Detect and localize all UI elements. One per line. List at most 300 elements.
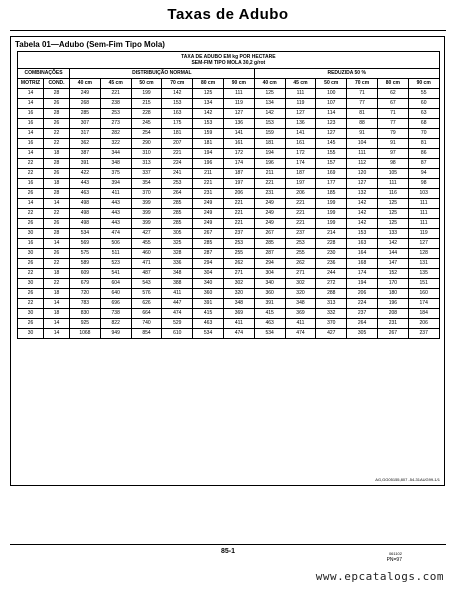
- table-cell: 474: [100, 229, 131, 239]
- table-cell: 142: [162, 89, 193, 99]
- table-cell: 161: [223, 139, 254, 149]
- table-cell: 14: [44, 299, 70, 309]
- table-cell: 119: [285, 99, 316, 109]
- table-cell: 60: [408, 99, 439, 109]
- table-cell: 28: [44, 109, 70, 119]
- table-cell: 391: [254, 299, 285, 309]
- table-cell: 305: [347, 329, 378, 339]
- table-cell: 199: [131, 89, 162, 99]
- table-cell: 254: [131, 129, 162, 139]
- table-cell: 142: [347, 209, 378, 219]
- table-cell: 541: [100, 269, 131, 279]
- table-cell: 127: [223, 109, 254, 119]
- table-cell: 287: [254, 249, 285, 259]
- table-cell: 81: [408, 139, 439, 149]
- table-cell: 163: [162, 109, 193, 119]
- table-cell: 575: [70, 249, 101, 259]
- table-cell: 391: [70, 159, 101, 169]
- table-cell: 443: [100, 199, 131, 209]
- table-cell: 30: [18, 309, 44, 319]
- table-cell: 282: [100, 129, 131, 139]
- table-cell: 394: [100, 179, 131, 189]
- table-cell: 79: [377, 129, 408, 139]
- table-cell: 543: [131, 279, 162, 289]
- table-cell: 271: [285, 269, 316, 279]
- table-cell: 237: [285, 229, 316, 239]
- table-row: [18, 189, 440, 199]
- table-cell: 302: [285, 279, 316, 289]
- table-cell: 399: [131, 209, 162, 219]
- table-cell: 100: [316, 89, 347, 99]
- table-row: [18, 329, 440, 339]
- table-cell: 523: [100, 259, 131, 269]
- table-cell: 474: [223, 329, 254, 339]
- table-cell: 249: [254, 219, 285, 229]
- footer-divider: [10, 544, 446, 545]
- table-cell: 111: [408, 219, 439, 229]
- table-cell: 273: [100, 119, 131, 129]
- table-row: [18, 109, 440, 119]
- table-cell: 285: [193, 239, 224, 249]
- table-cell: 197: [285, 179, 316, 189]
- table-cell: 332: [316, 309, 347, 319]
- table-cell: 534: [70, 229, 101, 239]
- table-cell: 22: [44, 259, 70, 269]
- table-cell: 180: [377, 289, 408, 299]
- table-cell: 253: [285, 239, 316, 249]
- table-cell: 125: [193, 89, 224, 99]
- table-row: [18, 219, 440, 229]
- group-reduzida: REDUZIDA 50 %: [254, 69, 439, 79]
- table-cell: 169: [316, 169, 347, 179]
- table-cell: 153: [193, 119, 224, 129]
- table-cell: 576: [131, 289, 162, 299]
- table-cell: 740: [131, 319, 162, 329]
- table-cell: 14: [44, 329, 70, 339]
- table-row: [18, 279, 440, 289]
- table-cell: 134: [193, 99, 224, 109]
- table-cell: 237: [347, 309, 378, 319]
- table-cell: 206: [347, 289, 378, 299]
- table-cell: 28: [44, 189, 70, 199]
- table-cell: 288: [316, 289, 347, 299]
- table-cell: 152: [377, 269, 408, 279]
- col-spacing: 90 cm: [223, 79, 254, 89]
- table-cell: 231: [254, 189, 285, 199]
- table-cell: 443: [100, 219, 131, 229]
- col-spacing: 45 cm: [285, 79, 316, 89]
- table-cell: 187: [285, 169, 316, 179]
- table-cell: 127: [316, 129, 347, 139]
- table-cell: 26: [18, 219, 44, 229]
- table-header-columns: [18, 79, 440, 89]
- table-cell: 114: [316, 109, 347, 119]
- table-cell: 161: [285, 139, 316, 149]
- table-cell: 221: [285, 199, 316, 209]
- table-row: [18, 119, 440, 129]
- table-cell: 221: [285, 219, 316, 229]
- table-cell: 249: [70, 89, 101, 99]
- table-cell: 163: [347, 239, 378, 249]
- col-spacing: 50 cm: [316, 79, 347, 89]
- table-cell: 14: [18, 149, 44, 159]
- table-cell: 498: [70, 209, 101, 219]
- table-row: [18, 149, 440, 159]
- table-cell: 626: [131, 299, 162, 309]
- table-cell: 63: [408, 109, 439, 119]
- table-cell: 194: [193, 149, 224, 159]
- table-cell: 141: [223, 129, 254, 139]
- table-cell: 127: [408, 239, 439, 249]
- table-cell: 231: [193, 189, 224, 199]
- table-cell: 455: [131, 239, 162, 249]
- table-cell: 105: [377, 169, 408, 179]
- table-cell: 313: [316, 299, 347, 309]
- table-cell: 187: [223, 169, 254, 179]
- table-cell: 224: [162, 159, 193, 169]
- table-cell: 181: [254, 139, 285, 149]
- table-cell: 369: [285, 309, 316, 319]
- table-cell: 317: [70, 129, 101, 139]
- table-cell: 267: [193, 229, 224, 239]
- table-cell: 144: [377, 249, 408, 259]
- table-cell: 221: [100, 89, 131, 99]
- table-cell: 142: [347, 199, 378, 209]
- table-cell: 391: [193, 299, 224, 309]
- table-cell: 67: [377, 99, 408, 109]
- table-cell: 30: [18, 229, 44, 239]
- table-header-groups: [18, 69, 440, 79]
- table-cell: 18: [44, 309, 70, 319]
- table-cell: 463: [70, 189, 101, 199]
- table-cell: 62: [377, 89, 408, 99]
- table-cell: 184: [408, 309, 439, 319]
- table-cell: 18: [44, 179, 70, 189]
- table-cell: 304: [193, 269, 224, 279]
- table-cell: 264: [347, 319, 378, 329]
- table-cell: 104: [347, 139, 378, 149]
- table-row: [18, 309, 440, 319]
- table-cell: 26: [44, 119, 70, 129]
- table-cell: 249: [254, 199, 285, 209]
- table-cell: 160: [408, 289, 439, 299]
- table-cell: 221: [162, 149, 193, 159]
- table-row: [18, 249, 440, 259]
- col-spacing: 80 cm: [377, 79, 408, 89]
- table-frame: [10, 36, 445, 486]
- table-cell: 196: [193, 159, 224, 169]
- table-cell: 221: [193, 179, 224, 189]
- table-cell: 26: [44, 249, 70, 259]
- page-title: Taxas de Adubo: [167, 6, 289, 23]
- table-cell: 244: [316, 269, 347, 279]
- table-cell: 337: [131, 169, 162, 179]
- table-cell: 77: [347, 99, 378, 109]
- table-cell: 411: [162, 289, 193, 299]
- table-cell: 142: [193, 109, 224, 119]
- table-cell: 221: [223, 199, 254, 209]
- table-cell: 194: [347, 279, 378, 289]
- table-cell: 30: [18, 279, 44, 289]
- table-row: [18, 239, 440, 249]
- table-cell: 125: [377, 199, 408, 209]
- table-cell: 411: [223, 319, 254, 329]
- table-row: [18, 229, 440, 239]
- table-cell: 168: [347, 259, 378, 269]
- table-cell: 86: [408, 149, 439, 159]
- table-cell: 255: [223, 249, 254, 259]
- table-cell: 14: [44, 239, 70, 249]
- table-cell: 132: [347, 189, 378, 199]
- col-spacing: 50 cm: [131, 79, 162, 89]
- table-row: [18, 269, 440, 279]
- table-cell: 370: [316, 319, 347, 329]
- table-cell: 471: [131, 259, 162, 269]
- table-cell: 224: [347, 299, 378, 309]
- table-cell: 14: [44, 319, 70, 329]
- table-cell: 141: [285, 129, 316, 139]
- table-cell: 22: [18, 159, 44, 169]
- table-cell: 199: [316, 199, 347, 209]
- table-cell: 18: [44, 269, 70, 279]
- table-cell: 238: [100, 99, 131, 109]
- table-cell: 290: [131, 139, 162, 149]
- group-combinacoes: COMBINAÇÕES: [18, 69, 70, 79]
- table-cell: 249: [193, 209, 224, 219]
- table-cell: 1068: [70, 329, 101, 339]
- table-cell: 294: [254, 259, 285, 269]
- table-cell: 783: [70, 299, 101, 309]
- table-cell: 589: [70, 259, 101, 269]
- table-cell: 153: [347, 229, 378, 239]
- table-cell: 14: [18, 89, 44, 99]
- page-number: 85-1: [220, 548, 235, 555]
- table-cell: 111: [408, 199, 439, 209]
- table-cell: 285: [162, 219, 193, 229]
- table-cell: 720: [70, 289, 101, 299]
- table-cell: 136: [285, 119, 316, 129]
- table-cell: 28: [44, 229, 70, 239]
- group-distribuicao-normal: DISTRIBUIÇÃO NORMAL: [70, 69, 255, 79]
- table-cell: 70: [408, 129, 439, 139]
- table-cell: 249: [193, 219, 224, 229]
- table-cell: 206: [285, 189, 316, 199]
- table-cell: 26: [44, 219, 70, 229]
- table-cell: 30: [18, 249, 44, 259]
- table-cell: 142: [347, 219, 378, 229]
- table-cell: 215: [131, 99, 162, 109]
- table-cell: 287: [193, 249, 224, 259]
- table-cell: 174: [223, 159, 254, 169]
- table-cell: 231: [377, 319, 408, 329]
- col-spacing: 45 cm: [100, 79, 131, 89]
- table-cell: 399: [131, 199, 162, 209]
- table-cell: 272: [316, 279, 347, 289]
- table-cell: 399: [131, 219, 162, 229]
- table-cell: 511: [100, 249, 131, 259]
- table-cell: 267: [254, 229, 285, 239]
- table-cell: 98: [377, 159, 408, 169]
- table-cell: 88: [347, 119, 378, 129]
- table-cell: 370: [131, 189, 162, 199]
- table-cell: 463: [193, 319, 224, 329]
- footer-pn: PN=97: [386, 557, 402, 563]
- table-cell: 304: [254, 269, 285, 279]
- table-cell: 249: [254, 209, 285, 219]
- table-cell: 107: [316, 99, 347, 109]
- table-cell: 194: [254, 149, 285, 159]
- table-cell: 253: [162, 179, 193, 189]
- table-cell: 112: [347, 159, 378, 169]
- table-row: [18, 209, 440, 219]
- fertilizer-rate-table: [17, 51, 440, 339]
- table-cell: 325: [162, 239, 193, 249]
- table-cell: 241: [162, 169, 193, 179]
- table-cell: 228: [316, 239, 347, 249]
- table-cell: 30: [18, 329, 44, 339]
- table-cell: 360: [254, 289, 285, 299]
- table-row: [18, 129, 440, 139]
- table-title: Tabela 01—Adubo (Sem-Fim Tipo Mola): [15, 40, 165, 49]
- table-cell: 285: [254, 239, 285, 249]
- table-cell: 119: [408, 229, 439, 239]
- table-cell: 348: [285, 299, 316, 309]
- table-cell: 172: [223, 149, 254, 159]
- table-cell: 116: [377, 189, 408, 199]
- table-cell: 387: [70, 149, 101, 159]
- table-cell: 147: [377, 259, 408, 269]
- table-cell: 262: [223, 259, 254, 269]
- table-cell: 16: [18, 179, 44, 189]
- table-cell: 170: [377, 279, 408, 289]
- col-motriz: MOTRIZ: [18, 79, 44, 89]
- table-cell: 199: [316, 209, 347, 219]
- table-cell: 196: [254, 159, 285, 169]
- table-cell: 159: [254, 129, 285, 139]
- table-row: [18, 289, 440, 299]
- table-cell: 221: [223, 209, 254, 219]
- table-cell: 181: [193, 139, 224, 149]
- table-cell: 164: [347, 249, 378, 259]
- table-cell: 26: [44, 169, 70, 179]
- col-spacing: 70 cm: [347, 79, 378, 89]
- table-cell: 443: [70, 179, 101, 189]
- table-row: [18, 169, 440, 179]
- table-cell: 196: [377, 299, 408, 309]
- table-cell: 153: [254, 119, 285, 129]
- table-cell: 22: [44, 129, 70, 139]
- table-body: [18, 89, 440, 339]
- table-cell: 230: [316, 249, 347, 259]
- table-cell: 474: [162, 309, 193, 319]
- table-cell: 313: [131, 159, 162, 169]
- table-cell: 94: [408, 169, 439, 179]
- table-cell: 91: [347, 129, 378, 139]
- table-cell: 411: [100, 189, 131, 199]
- table-cell: 68: [408, 119, 439, 129]
- table-cell: 119: [223, 99, 254, 109]
- table-cell: 18: [44, 289, 70, 299]
- table-cell: 172: [285, 149, 316, 159]
- table-cell: 177: [316, 179, 347, 189]
- table-cell: 120: [347, 169, 378, 179]
- table-cell: 830: [70, 309, 101, 319]
- table-cell: 427: [316, 329, 347, 339]
- table-cell: 498: [70, 219, 101, 229]
- table-header-main: [18, 52, 440, 69]
- table-cell: 285: [162, 199, 193, 209]
- table-cell: 487: [131, 269, 162, 279]
- table-cell: 328: [162, 249, 193, 259]
- table-cell: 320: [285, 289, 316, 299]
- table-cell: 145: [316, 139, 347, 149]
- col-spacing: 70 cm: [162, 79, 193, 89]
- table-cell: 14: [18, 129, 44, 139]
- table-cell: 340: [193, 279, 224, 289]
- table-cell: 16: [18, 119, 44, 129]
- table-cell: 77: [377, 119, 408, 129]
- table-cell: 22: [44, 279, 70, 289]
- table-cell: 422: [70, 169, 101, 179]
- table-cell: 285: [162, 209, 193, 219]
- table-cell: 228: [131, 109, 162, 119]
- table-cell: 443: [100, 209, 131, 219]
- table-cell: 111: [377, 179, 408, 189]
- table-cell: 18: [44, 149, 70, 159]
- table-cell: 206: [408, 319, 439, 329]
- table-cell: 221: [254, 179, 285, 189]
- col-spacing: 90 cm: [408, 79, 439, 89]
- table-cell: 362: [70, 139, 101, 149]
- table-cell: 245: [131, 119, 162, 129]
- table-cell: 185: [316, 189, 347, 199]
- table-cell: 125: [254, 89, 285, 99]
- table-cell: 506: [100, 239, 131, 249]
- table-cell: 415: [254, 309, 285, 319]
- table-cell: 81: [347, 109, 378, 119]
- table-cell: 91: [377, 139, 408, 149]
- table-cell: 336: [162, 259, 193, 269]
- table-cell: 26: [18, 189, 44, 199]
- table-cell: 28: [44, 159, 70, 169]
- table-cell: 71: [347, 89, 378, 99]
- table-cell: 111: [223, 89, 254, 99]
- table-cell: 26: [18, 289, 44, 299]
- table-cell: 157: [316, 159, 347, 169]
- table-cell: 340: [254, 279, 285, 289]
- table-cell: 208: [377, 309, 408, 319]
- table-row: [18, 159, 440, 169]
- table-cell: 181: [162, 129, 193, 139]
- table-cell: 264: [162, 189, 193, 199]
- table-cell: 664: [131, 309, 162, 319]
- table-cell: 174: [408, 299, 439, 309]
- table-cell: 26: [18, 319, 44, 329]
- table-cell: 103: [408, 189, 439, 199]
- table-cell: 16: [18, 139, 44, 149]
- table-cell: 267: [377, 329, 408, 339]
- table-cell: 237: [408, 329, 439, 339]
- table-row: [18, 259, 440, 269]
- table-cell: 738: [100, 309, 131, 319]
- table-cell: 22: [18, 299, 44, 309]
- table-cell: 123: [316, 119, 347, 129]
- table-cell: 16: [18, 109, 44, 119]
- table-cell: 153: [162, 99, 193, 109]
- table-cell: 16: [18, 239, 44, 249]
- table-cell: 142: [254, 109, 285, 119]
- table-cell: 285: [70, 109, 101, 119]
